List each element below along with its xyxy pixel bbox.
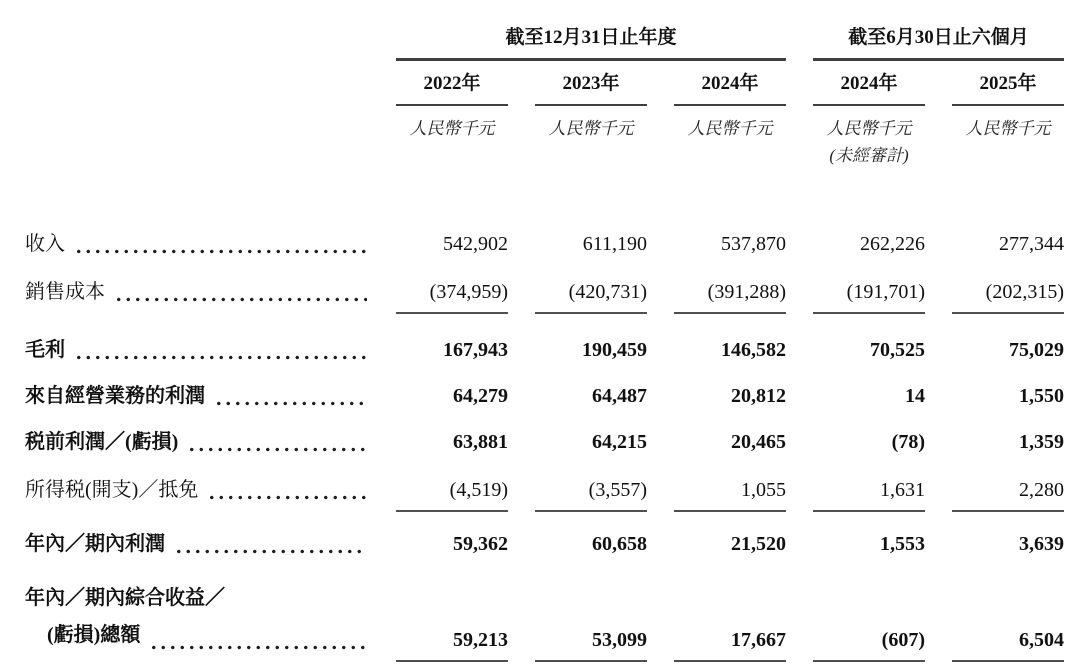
value-cell: 21,520	[731, 533, 786, 555]
unit-label: 人民幣千元	[965, 119, 1051, 138]
table-row-profit-before-tax	[0, 418, 1080, 464]
value-cell: 1,055	[674, 479, 786, 512]
value-cell: 70,525	[870, 339, 925, 361]
row-label: 年內／期內利潤	[25, 533, 165, 555]
table-row-gross-profit	[0, 326, 1080, 372]
column-group-header-row	[0, 24, 1080, 61]
value-cell: 3,639	[1019, 533, 1064, 555]
column-group-interim	[813, 24, 1064, 61]
row-label: 銷售成本	[25, 281, 105, 303]
year-header: 2024年	[813, 69, 925, 106]
value-cell: 190,459	[582, 339, 647, 361]
value-cell: 14	[905, 385, 925, 407]
dot-leader	[147, 644, 367, 651]
value-cell: 1,359	[1019, 431, 1064, 453]
table-row-profit-for-period	[0, 520, 1080, 566]
dot-leader	[212, 400, 367, 407]
row-label: 收入	[25, 233, 65, 255]
value-cell: 262,226	[860, 233, 925, 255]
value-cell: 167,943	[443, 339, 508, 361]
value-cell: (374,959)	[396, 281, 508, 314]
value-cell: 20,465	[731, 431, 786, 453]
unit-label: 人民幣千元	[687, 119, 773, 138]
value-cell: 64,279	[453, 385, 508, 407]
row-label: 來自經營業務的利潤	[25, 385, 205, 407]
table-row-cost-of-sales	[0, 266, 1080, 314]
row-label: 税前利潤／(虧損)	[25, 431, 179, 453]
column-group-title: 截至12月31日止年度	[505, 27, 677, 48]
value-cell: 146,582	[721, 339, 786, 361]
year-header: 2025年	[952, 69, 1064, 106]
value-cell: 537,870	[721, 233, 786, 255]
value-cell: 1,553	[880, 533, 925, 555]
year-header: 2022年	[396, 69, 508, 106]
value-cell: 277,344	[999, 233, 1064, 255]
value-cell: (202,315)	[952, 281, 1064, 314]
dot-leader	[172, 548, 367, 555]
value-cell: 75,029	[1009, 339, 1064, 361]
dot-leader	[205, 494, 367, 501]
value-cell: (191,701)	[813, 281, 925, 314]
row-label: 毛利	[25, 339, 65, 361]
dot-leader	[185, 446, 367, 453]
value-cell: 17,667	[674, 629, 786, 662]
row-label-line1: 年內／期內綜合收益／	[25, 587, 225, 609]
value-cell: (3,557)	[535, 479, 647, 512]
value-cell: 63,881	[453, 431, 508, 453]
unit-row	[0, 116, 1080, 142]
dot-leader	[72, 248, 367, 255]
value-cell: 1,631	[813, 479, 925, 512]
table-row-operating-profit	[0, 372, 1080, 418]
column-group-annual	[396, 24, 786, 61]
value-cell: (420,731)	[535, 281, 647, 314]
column-group-title: 截至6月30日止六個月	[848, 27, 1029, 48]
value-cell: 611,190	[582, 233, 647, 255]
value-cell: 53,099	[535, 629, 647, 662]
dot-leader	[72, 354, 367, 361]
value-cell: 60,658	[592, 533, 647, 555]
value-cell: (78)	[891, 431, 925, 453]
year-header: 2023年	[535, 69, 647, 106]
year-header: 2024年	[674, 69, 786, 106]
value-cell: 59,362	[453, 533, 508, 555]
value-cell: 6,504	[952, 629, 1064, 662]
value-cell: (391,288)	[674, 281, 786, 314]
table-row-total-comprehensive-income	[0, 572, 1080, 662]
value-cell: (4,519)	[396, 479, 508, 512]
value-cell: 542,902	[443, 233, 508, 255]
unit-label: 人民幣千元	[409, 119, 495, 138]
value-cell: 64,487	[592, 385, 647, 407]
value-cell: 1,550	[1019, 385, 1064, 407]
value-cell: 2,280	[952, 479, 1064, 512]
value-cell: 20,812	[731, 385, 786, 407]
unaudited-note: (未經審計)	[829, 146, 909, 165]
table-row-revenue	[0, 220, 1080, 266]
unit-label: 人民幣千元	[548, 119, 634, 138]
row-label: 所得税(開支)／抵免	[25, 479, 199, 501]
dot-leader	[112, 296, 367, 303]
row-label-line2: (虧損)總額	[47, 624, 141, 646]
year-header-row	[0, 69, 1080, 106]
table-row-income-tax	[0, 464, 1080, 512]
value-cell: (607)	[813, 629, 925, 662]
unit-label: 人民幣千元	[826, 119, 912, 138]
note-row	[0, 142, 1080, 170]
value-cell: 59,213	[396, 629, 508, 662]
value-cell: 64,215	[592, 431, 647, 453]
